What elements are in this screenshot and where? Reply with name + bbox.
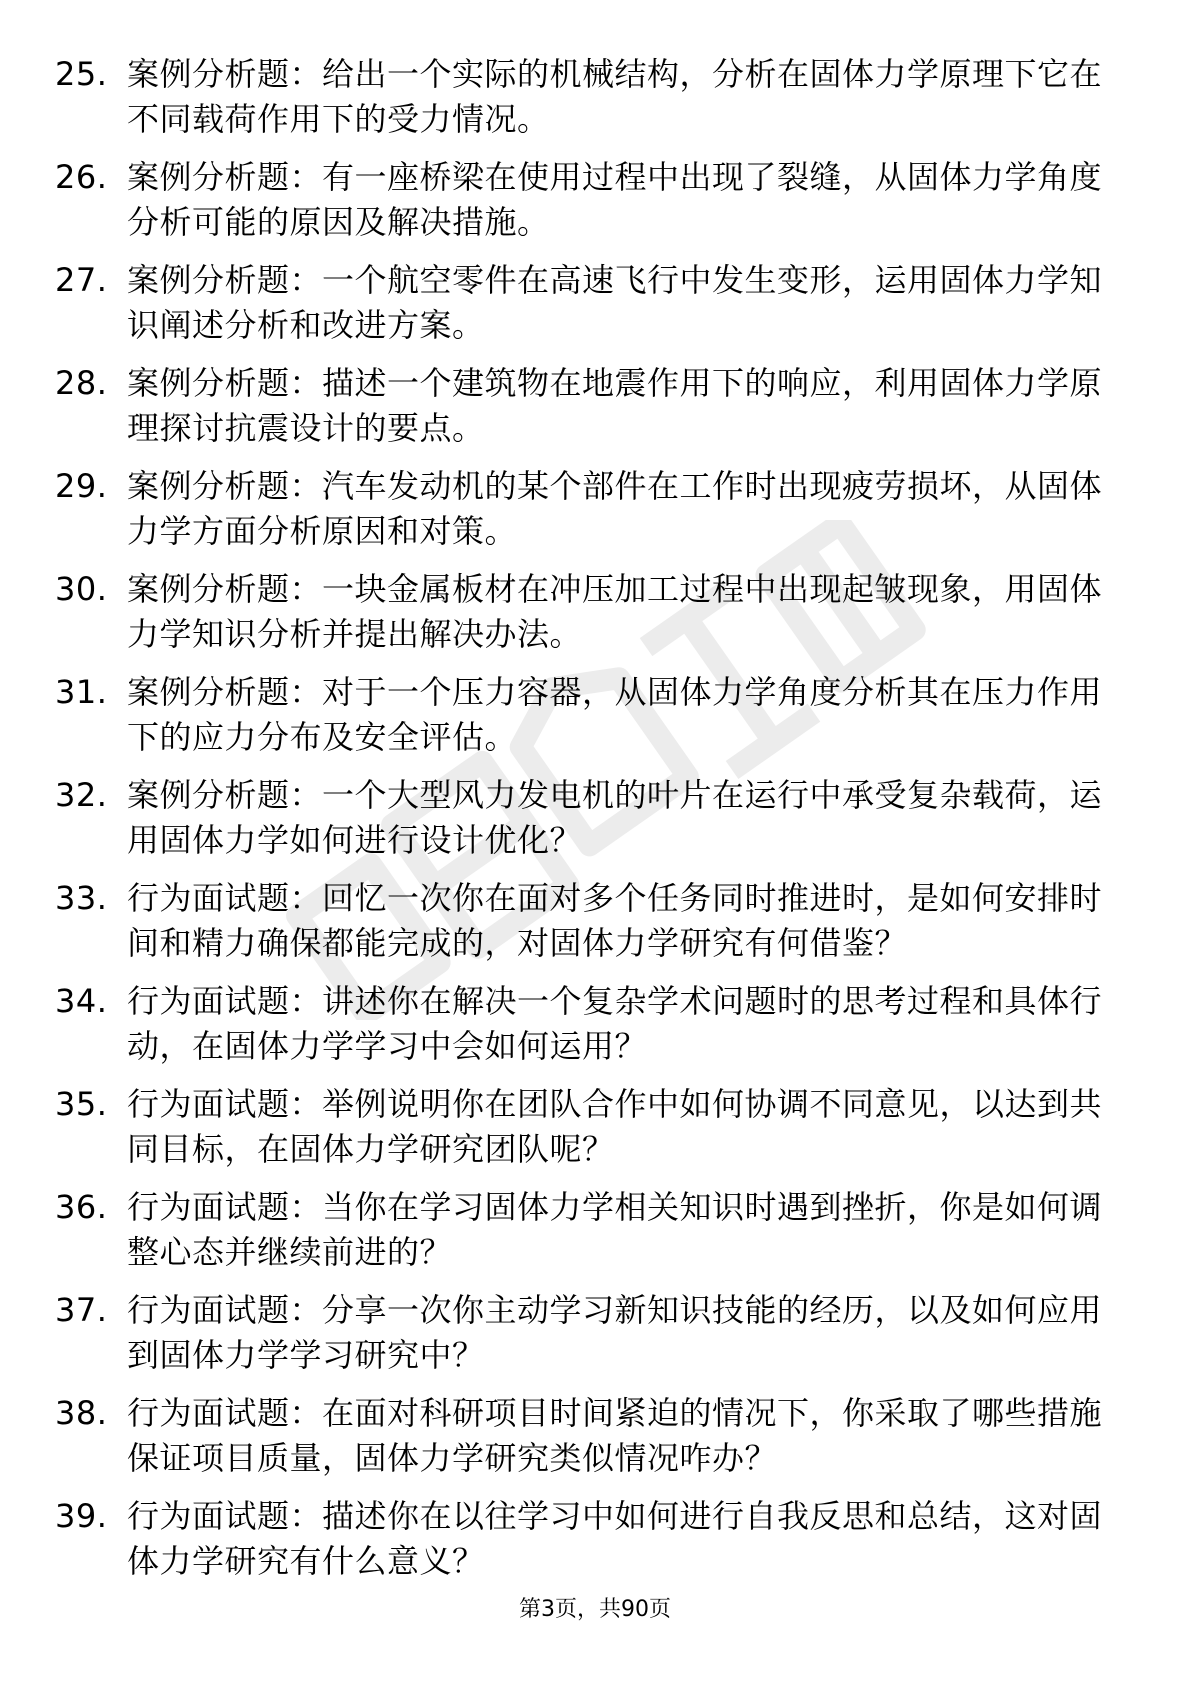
question-number: 25. [55, 55, 108, 93]
question-number: 34. [55, 982, 108, 1020]
list-item [55, 464, 1125, 554]
list-item [55, 979, 1125, 1069]
list-item [55, 155, 1125, 245]
question-body: 回忆一次你在面对多个任务同时推进时，是如何安排时间和精力确保都能完成的，对固体力学研究有何借鉴？ [127, 879, 1103, 962]
question-number: 35. [55, 1085, 108, 1123]
question-text [127, 776, 1102, 859]
list-item [55, 361, 1125, 451]
list-item [55, 1391, 1125, 1481]
list-item [55, 1494, 1125, 1584]
question-text [127, 364, 1102, 447]
list-item [55, 258, 1125, 348]
question-category: 行为面试题： [127, 982, 323, 1020]
question-body: 举例说明你在团队合作中如何协调不同意见，以达到共同目标，在固体力学研究团队呢？ [127, 1085, 1103, 1168]
question-text [127, 570, 1102, 653]
question-number: 38. [55, 1394, 108, 1432]
list-item [55, 876, 1125, 966]
question-body: 一块金属板材在冲压加工过程中出现起皱现象，用固体力学知识分析并提出解决办法。 [127, 570, 1103, 653]
list-item [55, 1185, 1125, 1275]
question-number: 36. [55, 1188, 108, 1226]
question-body: 讲述你在解决一个复杂学术问题时的思考过程和具体行动，在固体力学学习中会如何运用？ [127, 982, 1103, 1065]
question-category: 案例分析题： [127, 467, 323, 505]
question-category: 行为面试题： [127, 1497, 323, 1535]
list-item [55, 52, 1125, 142]
question-text [127, 1188, 1102, 1271]
question-number: 32. [55, 776, 108, 814]
question-text [127, 261, 1102, 344]
question-text [127, 1291, 1102, 1374]
question-text [127, 55, 1102, 138]
question-text [127, 1085, 1102, 1168]
question-category: 行为面试题： [127, 1394, 323, 1432]
question-text [127, 1394, 1102, 1477]
question-category: 案例分析题： [127, 55, 323, 93]
question-category: 案例分析题： [127, 776, 323, 814]
question-category: 案例分析题： [127, 261, 323, 299]
question-body: 一个大型风力发电机的叶片在运行中承受复杂载荷，运用固体力学如何进行设计优化？ [127, 776, 1103, 859]
question-category: 案例分析题： [127, 364, 323, 402]
question-category: 行为面试题： [127, 879, 323, 917]
question-body: 有一座桥梁在使用过程中出现了裂缝，从固体力学角度分析可能的原因及解决措施。 [127, 158, 1103, 241]
list-item [55, 567, 1125, 657]
question-text [127, 879, 1102, 962]
question-text [127, 158, 1102, 241]
list-item [55, 773, 1125, 863]
question-category: 案例分析题： [127, 570, 323, 608]
list-item [55, 1082, 1125, 1172]
question-body: 在面对科研项目时间紧迫的情况下，你采取了哪些措施保证项目质量，固体力学研究类似情况咋办？ [127, 1394, 1103, 1477]
question-number: 37. [55, 1291, 108, 1329]
question-body: 描述一个建筑物在地震作用下的响应，利用固体力学原理探讨抗震设计的要点。 [127, 364, 1103, 447]
question-body: 给出一个实际的机械结构，分析在固体力学原理下它在不同载荷作用下的受力情况。 [127, 55, 1103, 138]
question-body: 分享一次你主动学习新知识技能的经历，以及如何应用到固体力学学习研究中？ [127, 1291, 1103, 1374]
question-body: 汽车发动机的某个部件在工作时出现疲劳损坏，从固体力学方面分析原因和对策。 [127, 467, 1103, 550]
question-category: 案例分析题： [127, 158, 323, 196]
question-body: 对于一个压力容器，从固体力学角度分析其在压力作用下的应力分布及安全评估。 [127, 673, 1103, 756]
question-text [127, 673, 1102, 756]
question-category: 案例分析题： [127, 673, 323, 711]
question-number: 33. [55, 879, 108, 917]
question-number: 27. [55, 261, 108, 299]
question-number: 31. [55, 673, 108, 711]
question-body: 一个航空零件在高速飞行中发生变形，运用固体力学知识阐述分析和改进方案。 [127, 261, 1103, 344]
question-text [127, 982, 1102, 1065]
question-list [55, 52, 1125, 1597]
question-text [127, 467, 1102, 550]
question-category: 行为面试题： [127, 1188, 323, 1226]
question-number: 30. [55, 570, 108, 608]
list-item [55, 1288, 1125, 1378]
question-body: 当你在学习固体力学相关知识时遇到挫折，你是如何调整心态并继续前进的？ [127, 1188, 1103, 1271]
question-number: 39. [55, 1497, 108, 1535]
question-text [127, 1497, 1102, 1580]
question-number: 28. [55, 364, 108, 402]
question-category: 行为面试题： [127, 1291, 323, 1329]
question-body: 描述你在以往学习中如何进行自我反思和总结，这对固体力学研究有什么意义？ [127, 1497, 1103, 1580]
list-item [55, 670, 1125, 760]
question-category: 行为面试题： [127, 1085, 323, 1123]
question-number: 29. [55, 467, 108, 505]
question-number: 26. [55, 158, 108, 196]
page-footer: 第3页，共90页 [519, 1597, 671, 1622]
